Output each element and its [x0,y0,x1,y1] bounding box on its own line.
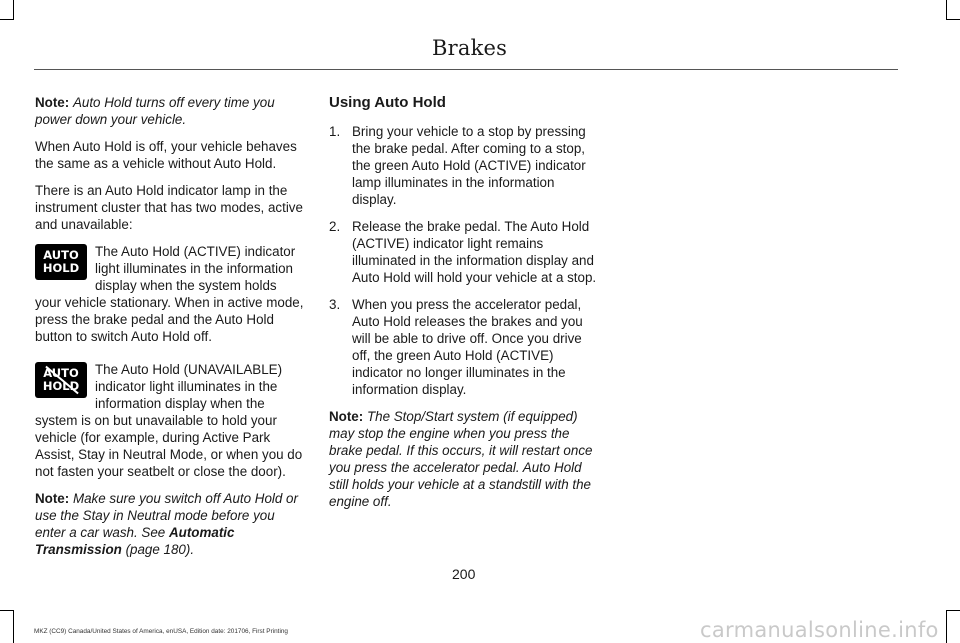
lamp-unavailable-text: The Auto Hold (UNAVAILABLE) indicator light illuminates in the information display when the system is on but unavailable to hold your vehicle (for example, during Active Park Assist, Stay in Neutral Mode, or when you do not fasten your seatbelt or close the door). [35,362,303,479]
paragraph-indicator-lamp: There is an Auto Hold indicator lamp in the instrument cluster that has two modes, active and unavailable: [35,183,303,232]
note-text: Make sure you switch off Auto Hold or use the Stay in Neutral mode before you enter a car wash. See [35,491,298,540]
note-text: Auto Hold turns off every time you power down your vehicle. [35,95,275,127]
note-label: Note: [35,95,70,110]
left-column [35,94,305,568]
note-label: Note: [329,409,364,424]
crop-mark-top-left-v [13,0,14,19]
crop-mark-bottom-right-h [946,610,960,611]
note-auto-hold-off [35,94,305,128]
lamp-unavailable-block [35,361,305,480]
right-column [329,94,601,520]
header-divider [34,69,898,70]
crop-mark-top-right-h [946,19,960,20]
icon-line-1: AUTO [43,248,79,262]
icon-line-2: HOLD [42,379,80,393]
step-text: Release the brake pedal. The Auto Hold (ACTIVE) indicator light remains illuminated in the information display and Auto Hold will hold your vehicle at a stop. [352,219,597,285]
crop-mark-bottom-left-v [13,610,14,643]
list-item [329,218,601,286]
page-number-text: 200 [452,566,476,582]
list-item [329,123,601,208]
page-reference: (page 180). [125,542,195,557]
crop-mark-bottom-left-h [0,610,14,611]
section-heading: Using Auto Hold [329,94,446,111]
step-text: Bring your vehicle to a stop by pressing the brake pedal. After coming to a stop, the green Auto Hold (ACTIVE) indicator lamp illuminates in the information display. [352,124,586,207]
auto-hold-active-icon [35,244,87,280]
note-stop-start [329,408,601,510]
crop-mark-bottom-right-v [946,610,947,643]
watermark: carmanualsonline.info [700,618,939,642]
paragraph-auto-hold-off: When Auto Hold is off, your vehicle behaves the same as a vehicle without Auto Hold. [35,139,297,171]
list-item [329,296,601,398]
auto-hold-unavailable-icon [35,362,87,398]
crop-mark-top-right-v [946,0,947,19]
crop-mark-top-left-h [0,19,14,20]
step-number: 3. [329,297,341,312]
step-number: 1. [329,124,341,139]
icon-line-1: AUTO [43,366,79,380]
lamp-active-text: The Auto Hold (ACTIVE) indicator light illuminates in the information display when the system holds your vehicle stationary. When in active mode, press the brake pedal and the Auto Hold button to switch Auto Hold off. [35,244,304,344]
icon-line-2: HOLD [42,261,80,275]
step-number: 2. [329,219,341,234]
lamp-active-block [35,243,305,345]
note-label: Note: [35,491,70,506]
note-car-wash [35,490,305,558]
step-text: When you press the accelerator pedal, Auto Hold releases the brakes and you will be able to drive off. Once you drive off, the green Auto Hold (ACTIVE) indicator no longer illuminates in the information display. [352,297,583,397]
cross-reference-link[interactable]: Automatic Transmission [35,525,235,557]
page-title: Brakes [432,36,508,60]
note-text: The Stop/Start system (if equipped) may stop the engine when you press the brake pedal. If this occurs, it will restart once you press the accelerator pedal. Auto Hold still holds your vehicle at a standstill with the engine off. [329,409,593,509]
footer-edition-info: MKZ (CC9) Canada/United States of America, enUSA, Edition date: 201706, First Printing [34,628,288,635]
steps-list [329,123,601,398]
